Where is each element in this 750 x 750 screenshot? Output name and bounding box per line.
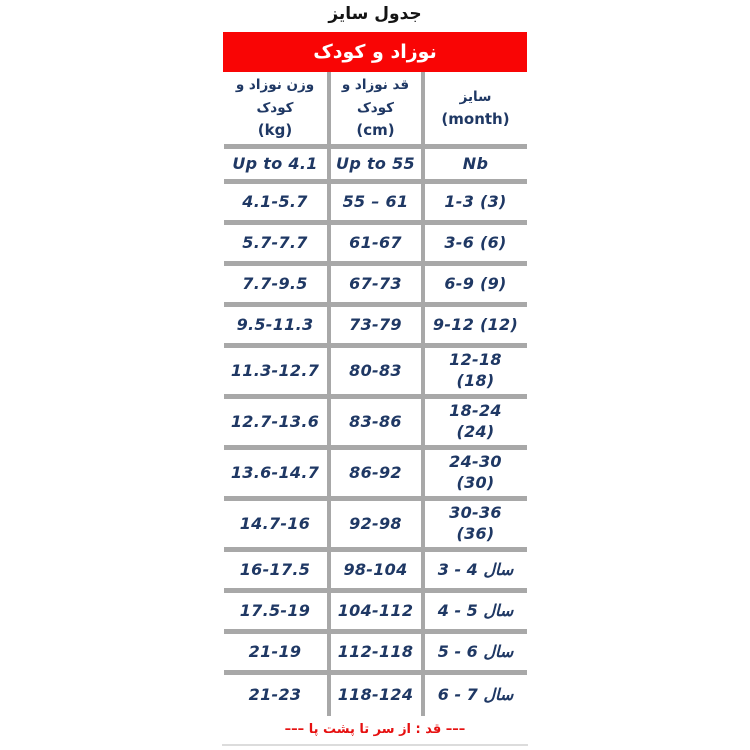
table-row [224, 634, 527, 675]
table-row [224, 307, 527, 348]
size-header-label: سایز [459, 88, 492, 105]
size-cell [425, 307, 527, 343]
height-cell: 104-112 [327, 593, 425, 629]
table-row [224, 675, 527, 716]
size-cell-line: 30-36 [449, 503, 502, 523]
size-cell-line: (18) [456, 371, 495, 390]
size-cell [425, 634, 527, 670]
weight-cell: 16-17.5 [239, 559, 311, 579]
size-cell-line: 18-24 [449, 401, 502, 421]
size-cell [425, 552, 527, 588]
size-cell [425, 399, 527, 445]
size-cell [425, 184, 527, 220]
footer-note: ––– قد : از سر تا پشت پا ––– [284, 722, 466, 737]
height-cell: 55 – 61 [327, 184, 425, 220]
size-cell [425, 501, 527, 547]
size-cell [425, 348, 527, 394]
weight-cell: 4.1-5.7 [242, 191, 308, 211]
height-cell: Up to 55 [327, 149, 425, 179]
size-cell [425, 266, 527, 302]
size-cell-line: Nb [462, 153, 489, 173]
weight-cell: 5.7-7.7 [242, 232, 308, 252]
table-row [224, 399, 527, 450]
weight-header-label: وزن نوزاد و کودک [235, 77, 315, 117]
height-header-unit: (cm) [356, 121, 395, 140]
size-cell [425, 593, 527, 629]
table-row [224, 593, 527, 634]
weight-cell: 9.5-11.3 [236, 314, 314, 334]
table-row [224, 184, 527, 225]
size-cell-line: 6 - 7 سال [437, 685, 514, 705]
table-row [224, 552, 527, 593]
weight-cell: 11.3-12.7 [230, 360, 320, 380]
height-cell: 86-92 [327, 450, 425, 496]
page-title: جدول سایز [328, 4, 422, 24]
size-header-unit: (month) [441, 109, 510, 128]
table-row [224, 225, 527, 266]
table-body [224, 149, 527, 716]
size-cell-line: 6-9 (9) [444, 273, 507, 293]
bottom-divider [222, 744, 528, 746]
table-row [224, 501, 527, 552]
weight-cell: 21-23 [248, 685, 302, 705]
weight-cell: 12.7-13.6 [230, 411, 320, 431]
category-banner [223, 32, 527, 72]
size-cell [425, 225, 527, 261]
height-cell: 98-104 [327, 552, 425, 588]
size-cell-line: 1-3 (3) [444, 191, 507, 211]
category-banner-label: نوزاد و کودک [313, 41, 437, 63]
height-cell: 73-79 [327, 307, 425, 343]
weight-cell: 21-19 [248, 641, 302, 661]
size-cell-line: (24) [456, 422, 495, 441]
height-cell: 83-86 [327, 399, 425, 445]
size-cell-line: 3 - 4 سال [437, 559, 514, 579]
table-row [224, 450, 527, 501]
weight-cell: 13.6-14.7 [230, 462, 320, 482]
size-cell-line: 5 - 6 سال [437, 641, 514, 661]
height-header-cell [327, 72, 425, 144]
table-row [224, 266, 527, 307]
size-cell [425, 149, 527, 179]
size-header-cell [425, 72, 527, 144]
size-cell [425, 450, 527, 496]
size-cell-line: 12-18 [449, 350, 502, 370]
weight-header-unit: (kg) [257, 121, 293, 140]
table-header-row [224, 72, 527, 149]
weight-header-cell [224, 72, 327, 144]
height-cell: 118-124 [327, 675, 425, 716]
weight-cell: 17.5-19 [239, 600, 311, 620]
weight-cell: Up to 4.1 [232, 153, 318, 173]
height-cell: 80-83 [327, 348, 425, 394]
size-cell-line: 4 - 5 سال [437, 600, 514, 620]
size-cell-line: 24-30 [449, 452, 502, 472]
size-cell-line: (30) [456, 473, 495, 492]
size-cell-line: 9-12 (12) [432, 314, 519, 334]
height-cell: 92-98 [327, 501, 425, 547]
table-row [224, 348, 527, 399]
size-table [224, 72, 527, 716]
size-cell-line: (36) [456, 524, 495, 543]
table-row [224, 149, 527, 184]
height-cell: 67-73 [327, 266, 425, 302]
weight-cell: 14.7-16 [239, 513, 311, 533]
height-cell: 61-67 [327, 225, 425, 261]
height-cell: 112-118 [327, 634, 425, 670]
size-cell-line: 3-6 (6) [444, 232, 507, 252]
size-cell [425, 675, 527, 716]
weight-cell: 7.7-9.5 [242, 273, 308, 293]
height-header-label: قد نوزاد و کودک [341, 77, 410, 117]
